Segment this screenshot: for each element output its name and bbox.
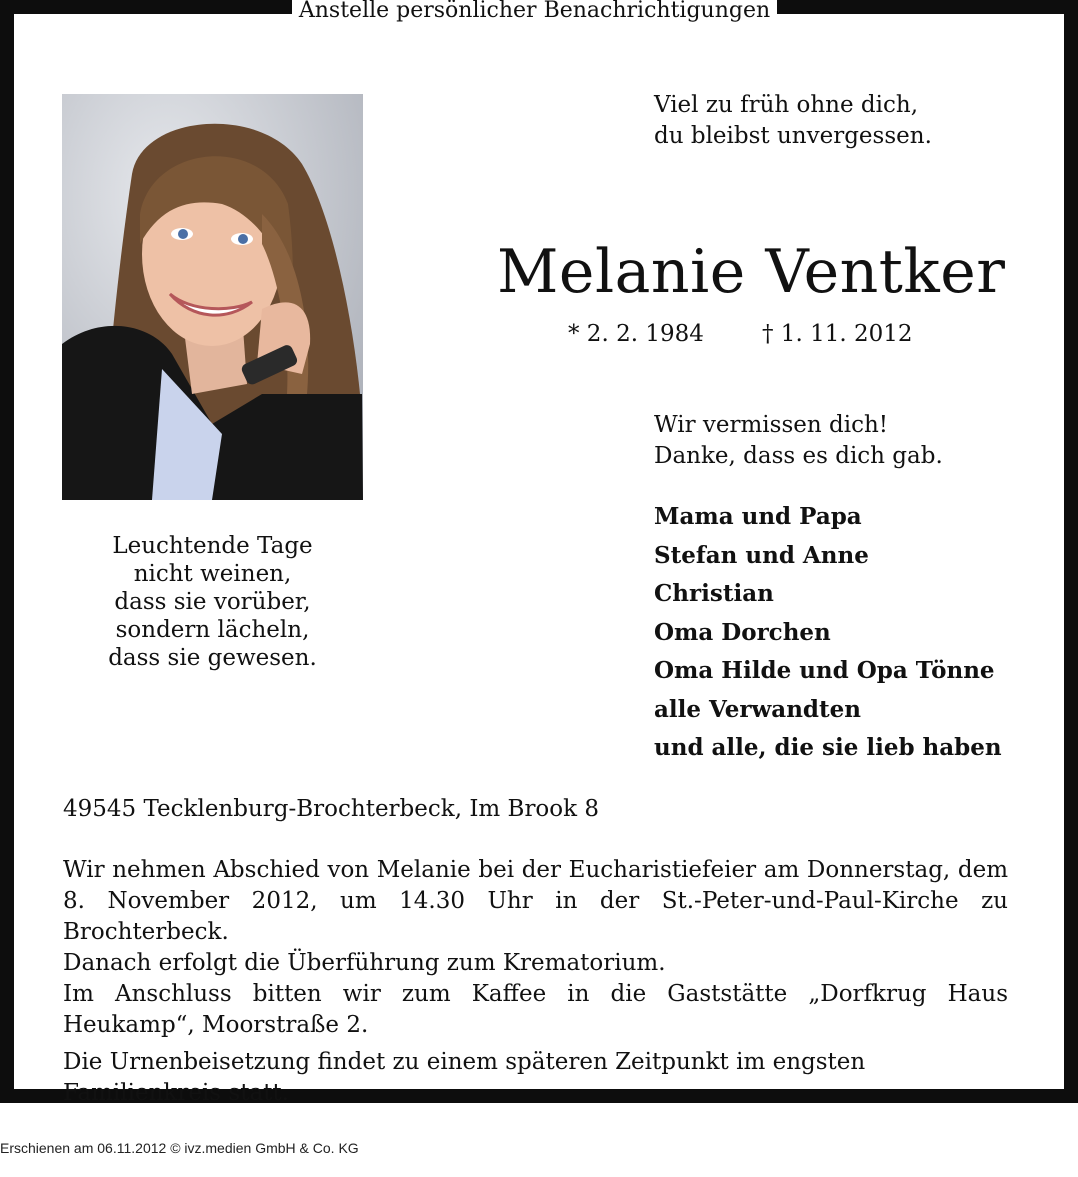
quote-middle-line: Wir vermissen dich! (654, 412, 889, 438)
coffee-text: Im Anschluss bitten wir zum Kaffee in die Gaststätte „Dorfkrug Haus Heukamp“, Moorstraße 2. (63, 981, 1008, 1038)
quote-top (654, 90, 932, 152)
mourner: alle Verwandten (654, 695, 861, 723)
poem-line: sondern lächeln, (115, 617, 310, 643)
portrait-photo (62, 94, 363, 500)
mourner: Stefan und Anne (654, 541, 869, 569)
death-date: † 1. 11. 2012 (762, 321, 913, 347)
mourner: Oma Hilde und Opa Tönne (654, 657, 995, 684)
birth-date: * 2. 2. 1984 (568, 321, 704, 347)
deceased-name: Melanie Ventker (497, 237, 1006, 307)
address: 49545 Tecklenburg-Brochterbeck, Im Brook 8 (63, 796, 600, 822)
mourner: und alle, die sie lieb haben (654, 734, 1002, 761)
mourners-list (654, 501, 1002, 771)
poem-line: dass sie gewesen. (108, 645, 317, 671)
mourner: Oma Dorchen (654, 618, 831, 646)
poem-line: Leuchtende Tage (112, 533, 313, 559)
publication-footer: Erschienen am 06.11.2012 © ivz.medien GmbH & Co. KG (0, 1140, 359, 1156)
mourner: Mama und Papa (654, 503, 862, 530)
poem-line: dass sie vorüber, (114, 589, 311, 615)
quote-middle-line: Danke, dass es dich gab. (654, 443, 943, 469)
burial-text: Die Urnenbeisetzung findet zu einem späteren Zeitpunkt im engsten Familienkreis statt. (63, 1049, 866, 1106)
farewell-text: Wir nehmen Abschied von Melanie bei der Eucharistiefeier am Donnerstag, dem 8. November 2012, um 14.30 Uhr in der St.-Peter-und-Paul-Kirche zu Brochterbeck. (63, 857, 1008, 945)
quote-top-line: du bleibst unvergessen. (654, 123, 932, 149)
poem-line: nicht weinen, (133, 561, 292, 587)
header-label: Anstelle persönlicher Benachrichtigungen (292, 0, 777, 22)
mourner: Christian (654, 580, 774, 607)
transfer-text: Danach erfolgt die Überführung zum Krematorium. (63, 950, 666, 976)
quote-top-line: Viel zu früh ohne dich, (654, 92, 919, 118)
poem (62, 532, 363, 672)
quote-middle (654, 410, 943, 472)
service-details (63, 855, 1008, 1109)
